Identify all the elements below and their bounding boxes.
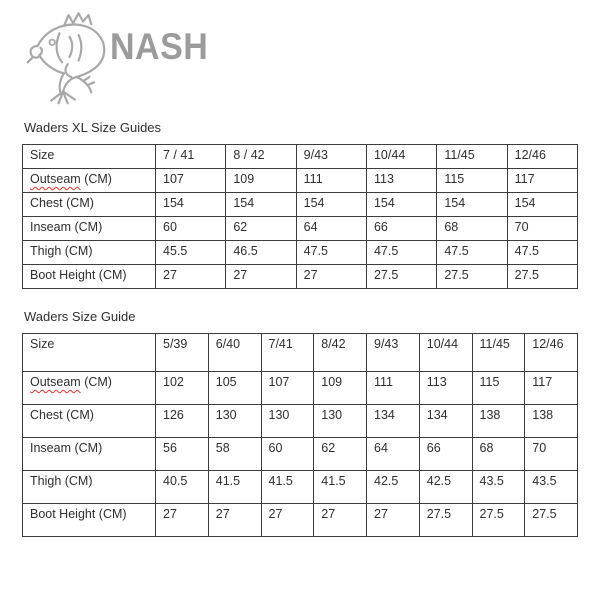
measurement-cell: 126: [156, 405, 209, 438]
size-column-header: 10/44: [366, 145, 436, 169]
table-title: Waders Size Guide: [24, 309, 136, 324]
size-column-header: 7/41: [261, 334, 314, 372]
measurement-cell: 117: [507, 169, 577, 193]
row-label: Inseam (CM): [23, 438, 156, 471]
measurement-cell: 58: [208, 438, 261, 471]
measurement-cell: 64: [367, 438, 420, 471]
table-row: [23, 217, 578, 241]
measurement-cell: 47.5: [437, 241, 507, 265]
carp-fish-icon: [24, 6, 124, 106]
measurement-cell: 111: [296, 169, 366, 193]
measurement-cell: 154: [156, 193, 226, 217]
misspelled-word: Outseam: [30, 375, 81, 389]
size-column-header: 8 / 42: [226, 145, 296, 169]
measurement-cell: 43.5: [525, 471, 578, 504]
size-table: [22, 144, 578, 289]
measurement-cell: 107: [156, 169, 226, 193]
row-label: Boot Height (CM): [23, 265, 156, 289]
measurement-cell: 47.5: [507, 241, 577, 265]
size-column-header: 11/45: [437, 145, 507, 169]
measurement-cell: 64: [296, 217, 366, 241]
row-label: Inseam (CM): [23, 217, 156, 241]
size-column-header: 12/46: [507, 145, 577, 169]
measurement-cell: 66: [419, 438, 472, 471]
measurement-cell: 27: [156, 504, 209, 537]
measurement-cell: 154: [226, 193, 296, 217]
measurement-cell: 27.5: [507, 265, 577, 289]
row-label: Outseam (CM): [23, 169, 156, 193]
measurement-cell: 46.5: [226, 241, 296, 265]
measurement-cell: 27.5: [472, 504, 525, 537]
measurement-cell: 27.5: [419, 504, 472, 537]
measurement-cell: 62: [226, 217, 296, 241]
table-row: [23, 405, 578, 438]
measurement-cell: 154: [296, 193, 366, 217]
measurement-cell: 27: [314, 504, 367, 537]
size-column-header: 5/39: [156, 334, 209, 372]
row-label: Outseam (CM): [23, 372, 156, 405]
row-label: Chest (CM): [23, 193, 156, 217]
table-row: [23, 193, 578, 217]
nash-logo: [24, 6, 578, 106]
size-column-header: 9/43: [296, 145, 366, 169]
row-label: Boot Height (CM): [23, 504, 156, 537]
header-row: [23, 334, 578, 372]
table-row: [23, 372, 578, 405]
measurement-cell: 41.5: [208, 471, 261, 504]
measurement-cell: 60: [261, 438, 314, 471]
size-column-header: 9/43: [367, 334, 420, 372]
measurement-cell: 40.5: [156, 471, 209, 504]
measurement-cell: 42.5: [419, 471, 472, 504]
table-row: [23, 265, 578, 289]
measurement-cell: 138: [525, 405, 578, 438]
measurement-cell: 41.5: [261, 471, 314, 504]
measurement-cell: 111: [367, 372, 420, 405]
measurement-cell: 27: [226, 265, 296, 289]
measurement-cell: 27: [156, 265, 226, 289]
measurement-cell: 27.5: [366, 265, 436, 289]
measurement-cell: 113: [419, 372, 472, 405]
size-column-header: 6/40: [208, 334, 261, 372]
size-column-header: 12/46: [525, 334, 578, 372]
measurement-cell: 154: [366, 193, 436, 217]
measurement-cell: 60: [156, 217, 226, 241]
measurement-cell: 107: [261, 372, 314, 405]
measurement-cell: 41.5: [314, 471, 367, 504]
row-label: Thigh (CM): [23, 241, 156, 265]
measurement-cell: 138: [472, 405, 525, 438]
table-row: [23, 241, 578, 265]
measurement-cell: 115: [472, 372, 525, 405]
row-label: Chest (CM): [23, 405, 156, 438]
brand-name: NASH: [110, 25, 209, 67]
size-table: [22, 333, 578, 537]
measurement-cell: 68: [437, 217, 507, 241]
measurement-cell: 130: [261, 405, 314, 438]
measurement-cell: 134: [367, 405, 420, 438]
table-title: Waders XL Size Guides: [24, 120, 162, 135]
size-column-header: 7 / 41: [156, 145, 226, 169]
header-row: [23, 145, 578, 169]
measurement-cell: 109: [226, 169, 296, 193]
measurement-cell: 27: [367, 504, 420, 537]
measurement-cell: 66: [366, 217, 436, 241]
size-label-header: Size: [23, 334, 156, 372]
measurement-cell: 154: [507, 193, 577, 217]
size-column-header: 10/44: [419, 334, 472, 372]
measurement-cell: 27.5: [437, 265, 507, 289]
table-row: [23, 504, 578, 537]
measurement-cell: 115: [437, 169, 507, 193]
measurement-cell: 70: [525, 438, 578, 471]
measurement-cell: 105: [208, 372, 261, 405]
measurement-cell: 42.5: [367, 471, 420, 504]
measurement-cell: 130: [314, 405, 367, 438]
measurement-cell: 109: [314, 372, 367, 405]
measurement-cell: 47.5: [366, 241, 436, 265]
size-label-header: Size: [23, 145, 156, 169]
table-row: [23, 471, 578, 504]
measurement-cell: 45.5: [156, 241, 226, 265]
measurement-cell: 102: [156, 372, 209, 405]
measurement-cell: 113: [366, 169, 436, 193]
table-row: [23, 438, 578, 471]
measurement-cell: 117: [525, 372, 578, 405]
measurement-cell: 130: [208, 405, 261, 438]
measurement-cell: 27: [208, 504, 261, 537]
measurement-cell: 27: [296, 265, 366, 289]
measurement-cell: 62: [314, 438, 367, 471]
measurement-cell: 27.5: [525, 504, 578, 537]
measurement-cell: 56: [156, 438, 209, 471]
size-column-header: 11/45: [472, 334, 525, 372]
measurement-cell: 134: [419, 405, 472, 438]
misspelled-word: Outseam: [30, 172, 81, 186]
measurement-cell: 70: [507, 217, 577, 241]
measurement-cell: 47.5: [296, 241, 366, 265]
measurement-cell: 43.5: [472, 471, 525, 504]
size-tables-container: [22, 120, 578, 537]
measurement-cell: 68: [472, 438, 525, 471]
measurement-cell: 154: [437, 193, 507, 217]
row-label: Thigh (CM): [23, 471, 156, 504]
size-column-header: 8/42: [314, 334, 367, 372]
table-row: [23, 169, 578, 193]
measurement-cell: 27: [261, 504, 314, 537]
